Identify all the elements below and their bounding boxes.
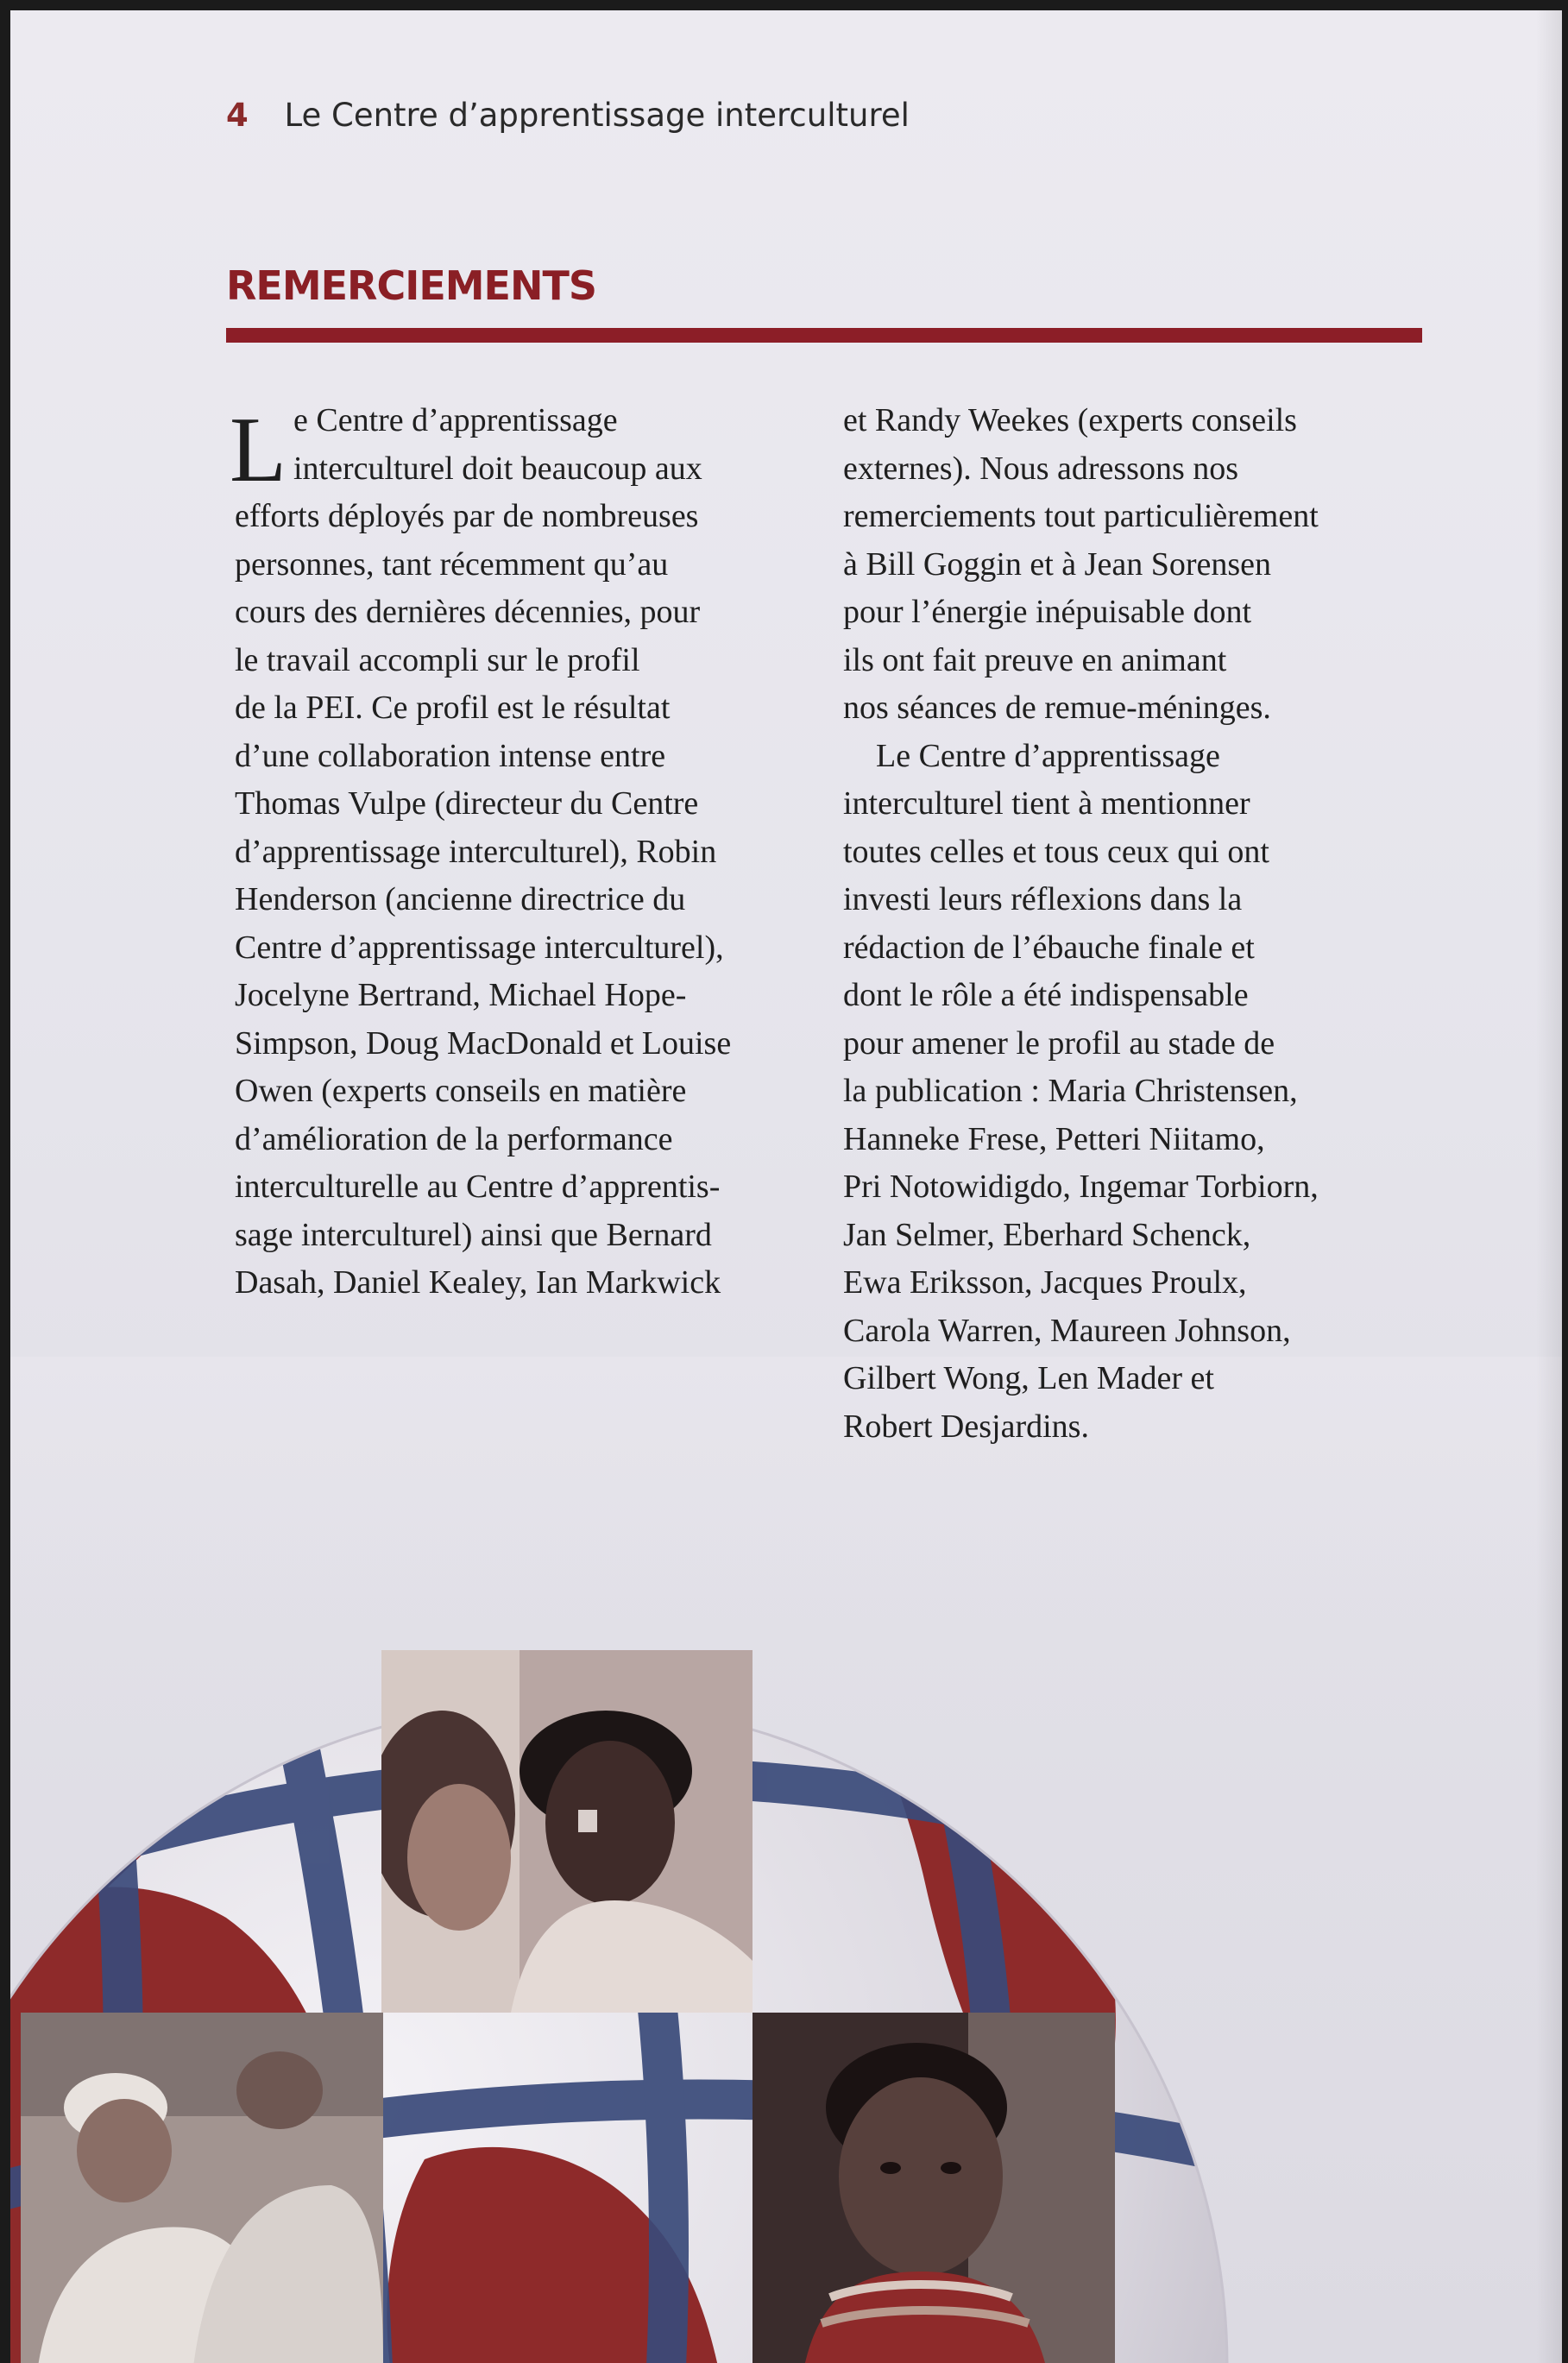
text-line: Jocelyne Bertrand, Michael Hope- <box>235 977 687 1013</box>
text-line: cours des dernières décennies, pour <box>235 594 701 630</box>
text-line: Gilbert Wong, Len Mader et <box>843 1360 1214 1396</box>
text-line: Centre d’apprentissage interculturel), <box>235 929 724 966</box>
title-rule <box>226 328 1422 343</box>
text-line: Owen (experts conseils en matière <box>235 1073 687 1109</box>
page-edge-shadow <box>1536 10 1562 2363</box>
text-line: Hanneke Frese, Petteri Niitamo, <box>843 1120 1265 1157</box>
text-line: Henderson (ancienne directrice du <box>235 881 686 917</box>
text-line: interculturel tient à mentionner <box>843 785 1250 822</box>
globe-illustration <box>10 1357 1562 2363</box>
text-line: dont le rôle a été indispensable <box>843 977 1249 1013</box>
text-line: Ewa Eriksson, Jacques Proulx, <box>843 1264 1247 1301</box>
text-line: externes). Nous adressons nos <box>843 450 1239 487</box>
text-line: e Centre d’apprentissage <box>293 402 618 438</box>
text-line: interculturel doit beaucoup aux <box>293 450 702 487</box>
text-line: toutes celles et tous ceux qui ont <box>843 833 1269 870</box>
text-line: à Bill Goggin et à Jean Sorensen <box>843 545 1272 583</box>
text-line: Le Centre d’apprentissage <box>843 737 1220 774</box>
text-line: Thomas Vulpe (directeur du Centre <box>235 785 699 822</box>
photo-african-woman <box>753 2013 1115 2363</box>
body-column-right <box>843 397 1430 1451</box>
text-line: Carola Warren, Maureen Johnson, <box>843 1312 1291 1349</box>
text-line: Simpson, Doug MacDonald et Louise <box>235 1024 732 1062</box>
text-line: interculturelle au Centre d’apprentis- <box>235 1169 721 1205</box>
text-line: de la PEI. Ce profil est le résultat <box>235 690 671 726</box>
text-line: Robert Desjardins. <box>843 1408 1089 1445</box>
text-line: la publication : Maria Christensen, <box>843 1073 1298 1109</box>
text-line: d’amélioration de la performance <box>235 1120 673 1157</box>
document-page <box>10 10 1562 2363</box>
text-line: d’apprentissage interculturel), Robin <box>235 833 717 870</box>
text-line: ils ont fait preuve en animant <box>843 641 1227 678</box>
running-title: Le Centre d’apprentissage interculturel <box>284 97 910 134</box>
text-line: Jan Selmer, Eberhard Schenck, <box>843 1216 1251 1253</box>
text-line: et Randy Weekes (experts conseils <box>843 402 1297 438</box>
text-line: d’une collaboration intense entre <box>235 737 666 774</box>
body-column-left <box>235 397 822 1308</box>
text-line: le travail accompli sur le profil <box>235 641 640 678</box>
text-line: personnes, tant récemment qu’au <box>235 545 669 583</box>
photo-two-women <box>381 1650 753 2013</box>
text-line: rédaction de l’ébauche finale et <box>843 929 1255 966</box>
text-line: investi leurs réflexions dans la <box>843 881 1243 917</box>
text-line: efforts déployés par de nombreuses <box>235 498 699 534</box>
text-line: sage interculturel) ainsi que Bernard <box>235 1216 712 1253</box>
text-line: pour amener le profil au stade de <box>843 1024 1275 1062</box>
running-header <box>226 97 910 134</box>
drop-cap: L <box>230 399 287 501</box>
text-line: Dasah, Daniel Kealey, Ian Markwick <box>235 1264 721 1301</box>
photo-two-men <box>21 2013 383 2363</box>
section-title: REMERCIEMENTS <box>226 262 596 309</box>
text-line: remerciements tout particulièrement <box>843 498 1319 534</box>
page-number: 4 <box>226 97 249 134</box>
text-line: pour l’énergie inépuisable dont <box>843 594 1252 630</box>
text-line: Pri Notowidigdo, Ingemar Torbiorn, <box>843 1169 1319 1205</box>
text-line: nos séances de remue-méninges. <box>843 690 1271 726</box>
